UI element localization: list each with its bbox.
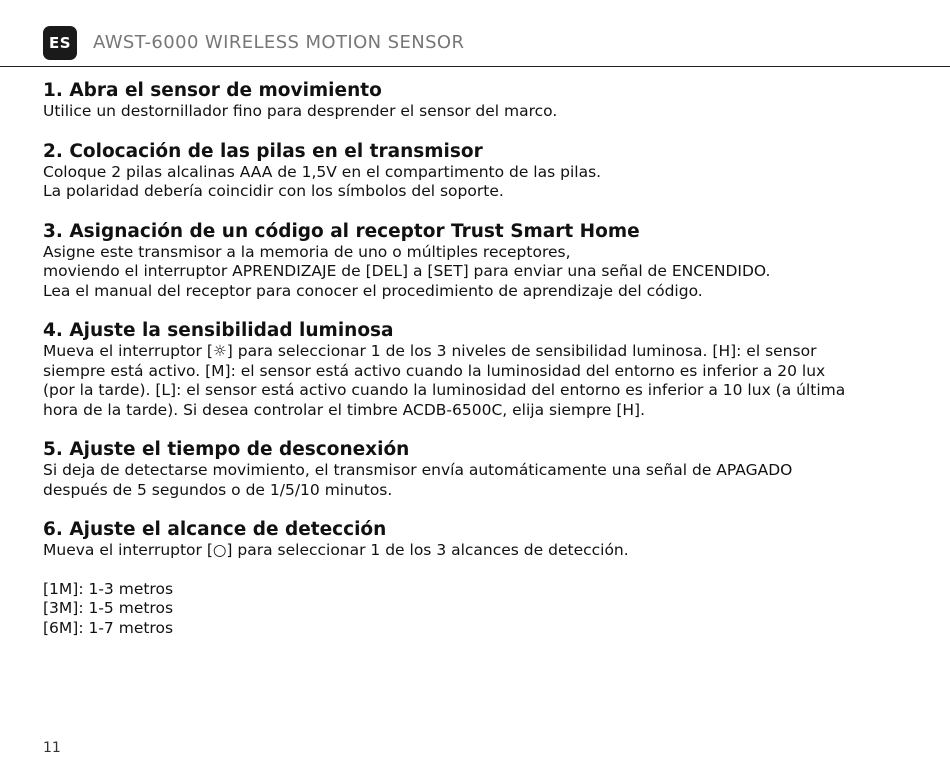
section-text-line: después de 5 segundos o de 1/5/10 minutos. <box>43 480 393 499</box>
section-detection-range <box>43 519 913 638</box>
page-header <box>0 0 950 67</box>
instructions-content <box>43 80 913 657</box>
range-item: [3M]: 1-5 metros <box>43 599 174 617</box>
section-code-assignment <box>43 221 913 302</box>
section-text-line: Mueva el interruptor [○] para seleccionar 1 de los 3 alcances de detección. <box>43 541 629 559</box>
section-text-line: Lea el manual del receptor para conocer el procedimiento de aprendizaje del código. <box>43 281 703 300</box>
section-text-line: Si deja de detectarse movimiento, el transmisor envía automáticamente una señal de APAGADO <box>43 461 793 479</box>
section-text-line: Asigne este transmisor a la memoria de uno o múltiples receptores, <box>43 242 571 261</box>
section-text-line: (por la tarde). [L]: el sensor está activo cuando la luminosidad del entorno es inferior a 10 lux (a última <box>43 381 846 399</box>
range-list <box>43 580 913 639</box>
section-text-line: moviendo el interruptor APRENDIZAJE de [DEL] a [SET] para enviar una señal de ENCENDIDO. <box>43 262 771 280</box>
section-light-sensitivity <box>43 320 913 420</box>
section-text-line: Coloque 2 pilas alcalinas AAA de 1,5V en el compartimento de las pilas. <box>43 162 602 181</box>
section-title: 4. Ajuste la sensibilidad luminosa <box>43 320 394 341</box>
page-number: 11 <box>43 740 61 756</box>
section-text-line: siempre está activo. [M]: el sensor está activo cuando la luminosidad del entorno es inferior a 20 lux <box>43 361 826 380</box>
section-text-line: Utilice un destornillador fino para desprender el sensor del marco. <box>43 102 558 120</box>
section-text-line: hora de la tarde). Si desea controlar el timbre ACDB-6500C, elija siempre [H]. <box>43 400 646 419</box>
section-title: 6. Ajuste el alcance de detección <box>43 519 387 540</box>
section-title: 5. Ajuste el tiempo de desconexión <box>43 439 410 460</box>
range-item: [6M]: 1-7 metros <box>43 618 174 637</box>
section-title: 2. Colocación de las pilas en el transmisor <box>43 140 483 162</box>
language-badge: ES <box>43 26 77 60</box>
range-item: [1M]: 1-3 metros <box>43 579 174 598</box>
section-title: 3. Asignación de un código al receptor Trust Smart Home <box>43 220 640 242</box>
document-title: AWST-6000 WIRELESS MOTION SENSOR <box>93 32 465 53</box>
section-text-line: La polaridad debería coincidir con los símbolos del soporte. <box>43 182 504 200</box>
section-text-line: Mueva el interruptor [☼] para seleccionar 1 de los 3 niveles de sensibilidad luminosa. [H]: el sensor <box>43 342 817 360</box>
section-title: 1. Abra el sensor de movimiento <box>43 80 382 101</box>
section-off-delay <box>43 439 913 500</box>
section-open-sensor <box>43 80 913 122</box>
section-batteries <box>43 141 913 202</box>
